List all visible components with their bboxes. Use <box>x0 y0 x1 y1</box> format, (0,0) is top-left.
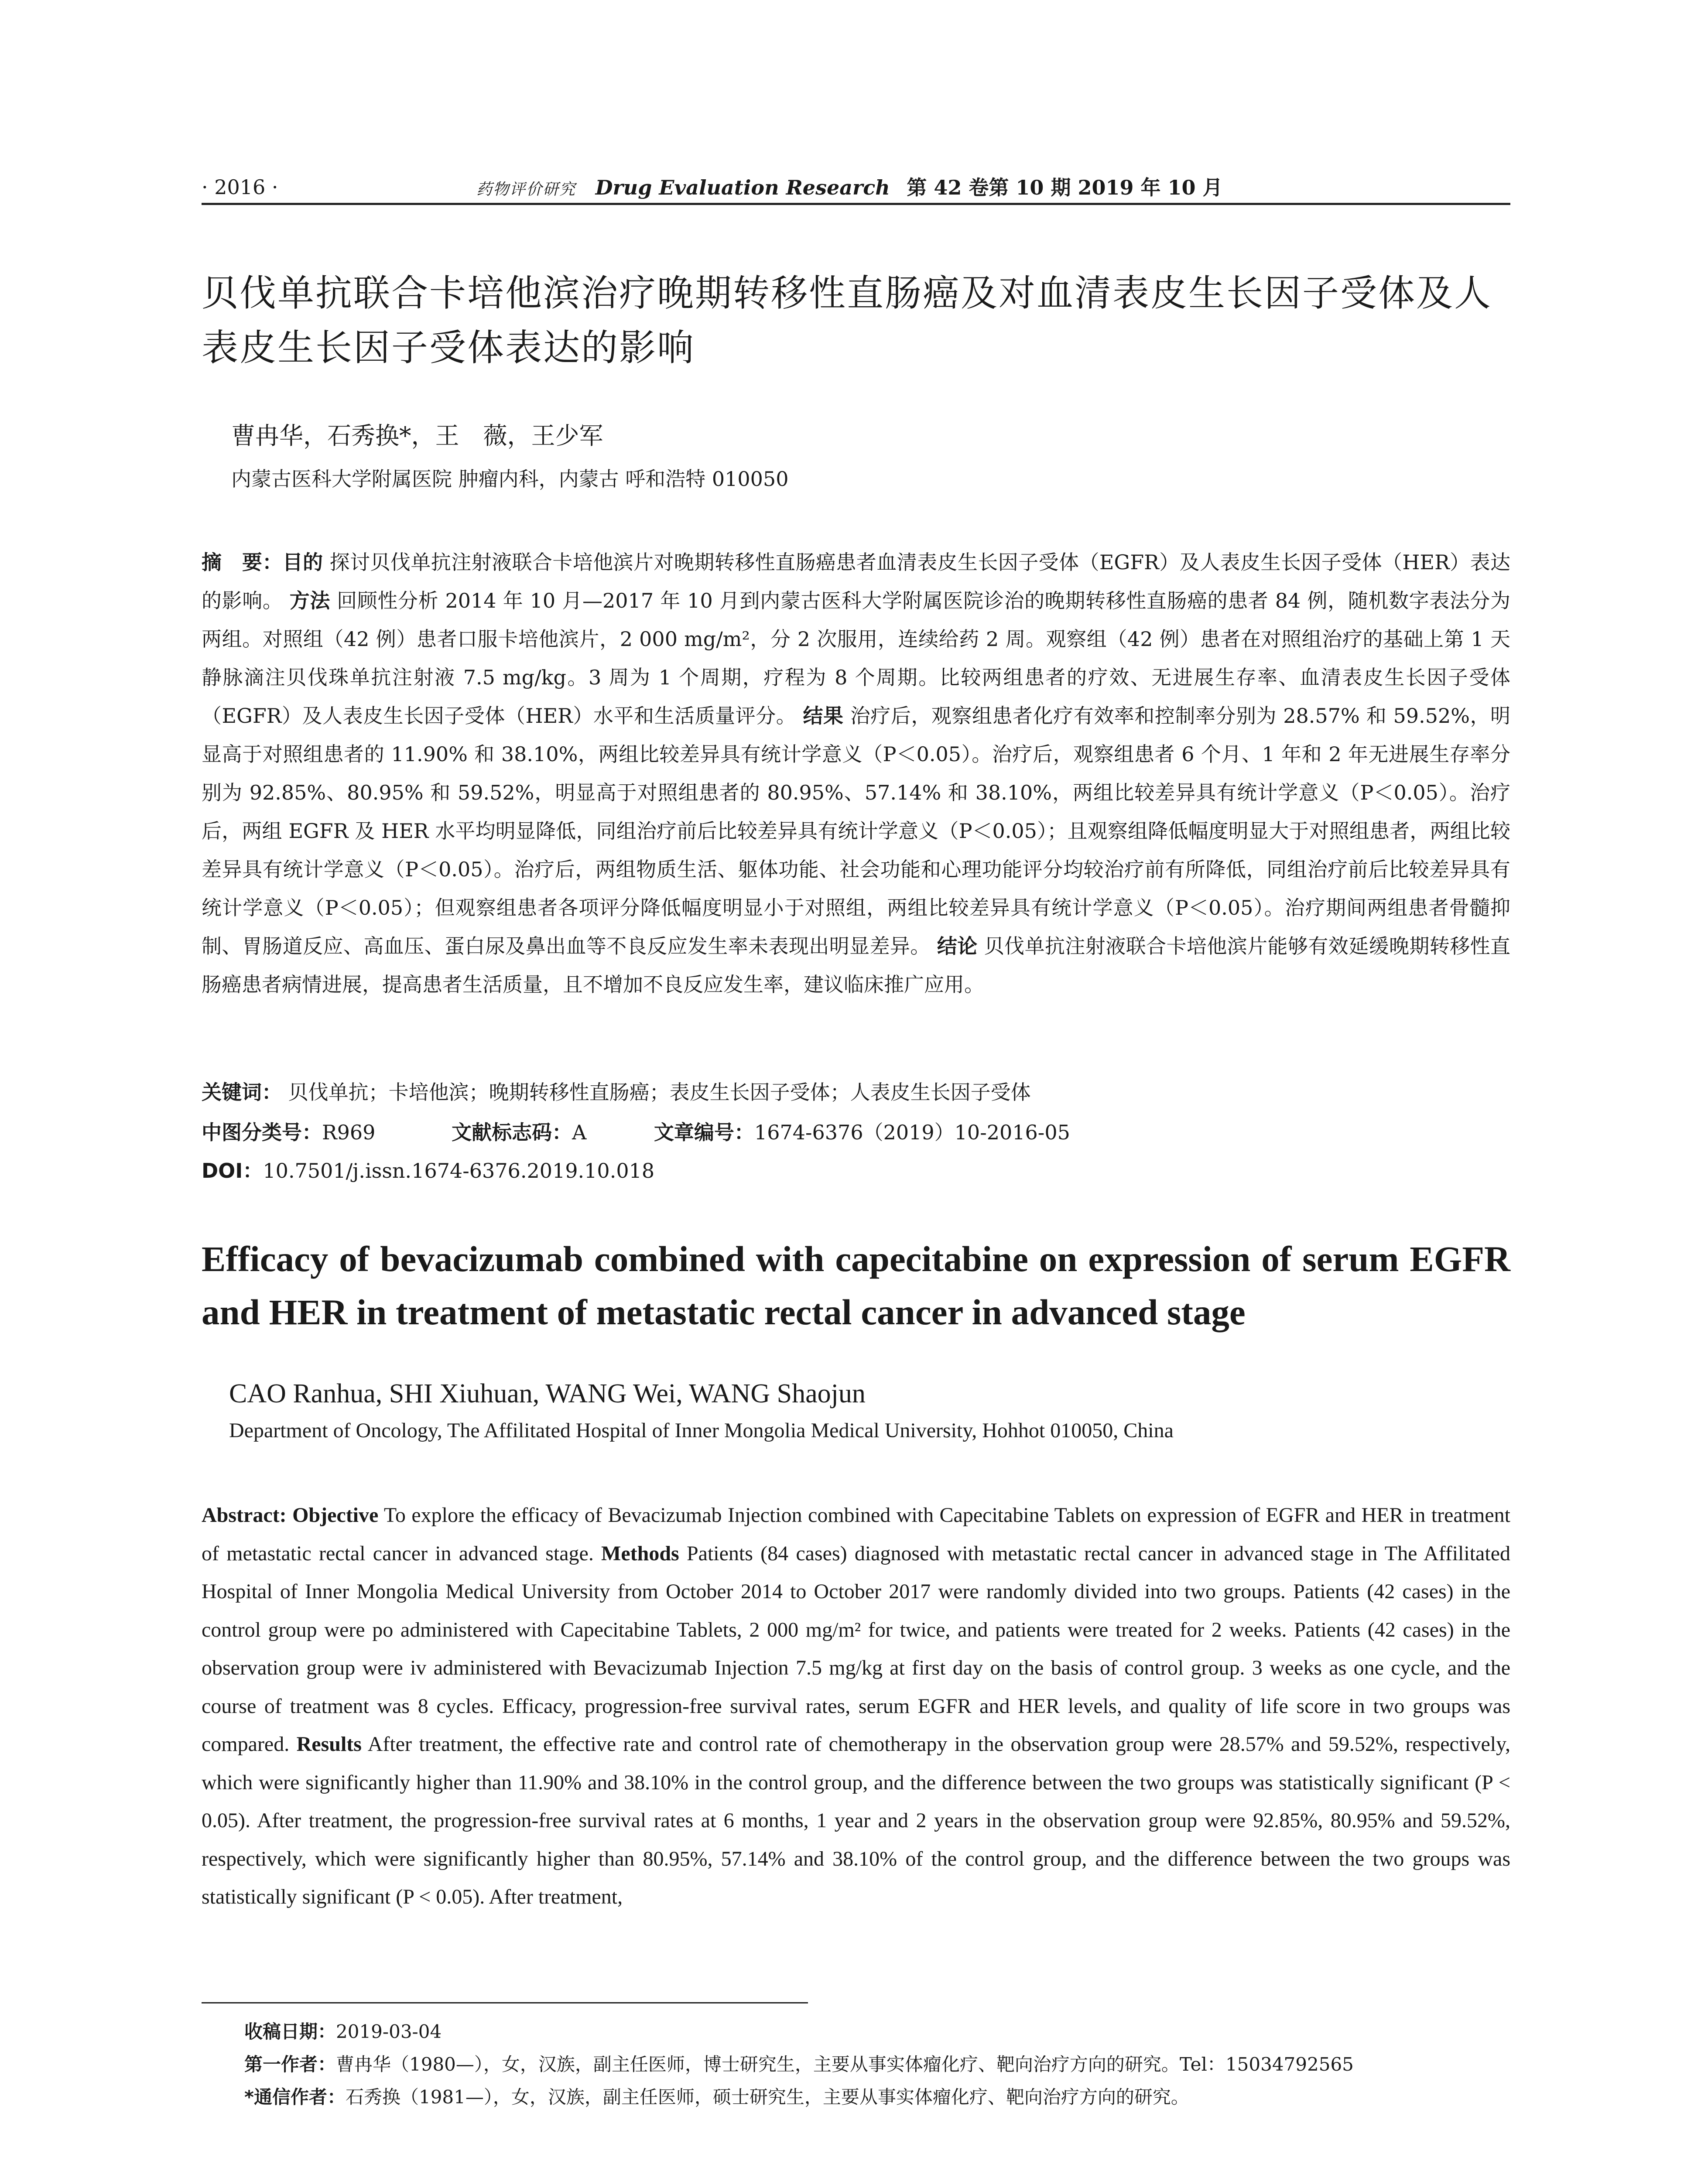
cn-methods-text: 回顾性分析 2014 年 10 月—2017 年 10 月到内蒙古医科大学附属医院诊治的晚期转移性直肠癌的患者 84 例，随机数字表法分为两组。对照组（42 例）患者口服卡培他滨片，2 000 mg/m²，分 2 次服用，连续给药 2 周。观察组（42 例）患者在对照组治疗的基础上第 1 天静脉滴注贝伐珠单抗注射液 7.5 mg/kg。3 周为 1 个周期，疗程为 8 个周期。比较两组患者的疗效、无进展生存率、血清表皮生长因子受体（EGFR）及人表皮生长因子受体（HER）水平和生活质量评分。 <box>202 589 1511 728</box>
clc-label: 中图分类号： <box>202 1121 322 1144</box>
cn-abstract <box>202 543 1510 1004</box>
corresponding-text: 石秀换（1981—），女，汉族，副主任医师，硕士研究生，主要从事实体瘤化疗、靶向治疗方向的研究。 <box>345 2086 1189 2108</box>
cn-classification <box>202 1117 1510 1145</box>
footnote-received <box>244 2017 1509 2044</box>
cn-doi <box>202 1155 1510 1184</box>
cn-methods-label: 方法 <box>289 589 330 612</box>
journal-info <box>476 172 1223 201</box>
cn-objective-text: 探讨贝伐单抗注射液联合卡培他滨片对晚期转移性直肠癌患者血清表皮生长因子受体（EGFR）及人表皮生长因子受体（HER）表达的影响。 <box>202 550 1511 612</box>
cn-conclusion-text: 贝伐单抗注射液联合卡培他滨片能够有效延缓晚期转移性直肠癌患者病情进展，提高患者生活质量，且不增加不良反应发生率，建议临床推广应用。 <box>202 934 1511 996</box>
doi-label: DOI： <box>202 1159 263 1183</box>
footnote-corresponding <box>244 2083 1509 2109</box>
clc-value: R969 <box>322 1121 376 1144</box>
en-results-text: After treatment, the effective rate and control rate of chemotherapy in the observation group were 28.57% and 59.52%, respectively, which were significantly higher than 11.90% and 38.10% in the control group, and the difference between the two groups was statistically significant (P < 0.05). After treatment, the progression-free survival rates at 6 months, 1 year and 2 years in the observation group were 92.85%, 80.95% and 59.52%, respectively, which were significantly higher than 80.95%, 57.14% and 38.10% of the control group, and the difference between the two groups was statistically significant (P < 0.05). After treatment, <box>202 1733 1511 1908</box>
running-header <box>202 168 1510 202</box>
doi-value: 10.7501/j.issn.1674-6376.2019.10.018 <box>263 1159 655 1183</box>
article-id-value: 1674-6376（2019）10-2016-05 <box>754 1121 1070 1144</box>
received-label: 收稿日期： <box>244 2021 336 2042</box>
cn-results-text: 治疗后，观察组患者化疗有效率和控制率分别为 28.57% 和 59.52%，明显高于对照组患者的 11.90% 和 38.10%，两组比较差异具有统计学意义（P＜0.05）。治疗后，观察组患者 6 个月、1 年和 2 年无进展生存率分别为 92.85%、80.95% 和 59.52%，明显高于对照组患者的 80.95%、57.14% 和 38.10%，两组比较差异具有统计学意义（P＜0.05）。治疗后，两组 EGFR 及 HER 水平均明显降低，同组治疗前后比较差异具有统计学意义（P＜0.05）；且观察组降低幅度明显大于对照组患者，两组比较差异具有统计学意义（P＜0.05）。治疗后，两组物质生活、躯体功能、社会功能和心理功能评分均较治疗前有所降低，同组治疗前后比较差异具有统计学意义（P＜0.05）；但观察组患者各项评分降低幅度明显小于对照组，两组比较差异具有统计学意义（P＜0.05）。治疗期间两组患者骨髓抑制、胃肠道反应、高血压、蛋白尿及鼻出血等不良反应发生率未表现出明显差异。 <box>202 704 1511 958</box>
en-results-label: Results <box>296 1733 362 1756</box>
en-affiliation: Department of Oncology, The Affilitated Hospital of Inner Mongolia Medical University, Hohhot 010050, China <box>229 1419 1174 1442</box>
article-id-label: 文章编号： <box>654 1121 754 1144</box>
en-abstract-label: Abstract: <box>202 1504 287 1527</box>
cn-conclusion-label: 结论 <box>937 934 978 958</box>
received-date: 2019-03-04 <box>336 2021 442 2042</box>
footnote-first-author <box>244 2050 1509 2076</box>
cn-keywords <box>202 1077 1510 1105</box>
first-author-label: 第一作者： <box>244 2054 336 2075</box>
doc-code-value: A <box>572 1121 587 1144</box>
cn-results-label: 结果 <box>803 704 844 728</box>
page-number: · 2016 · <box>202 175 278 199</box>
footnote-rule <box>202 2002 808 2003</box>
corresponding-label: *通信作者： <box>244 2086 346 2108</box>
en-abstract <box>202 1496 1510 1916</box>
en-objective-text: To explore the efficacy of Bevacizumab Injection combined with Capecitabine Tablets on expression of EGFR and HER in treatment of metastatic rectal cancer in advanced stage. <box>202 1504 1511 1565</box>
issue-info: 第 42 卷第 10 期 2019 年 10 月 <box>907 176 1223 199</box>
cn-affiliation: 内蒙古医科大学附属医院 肿瘤内科，内蒙古 呼和浩特 010050 <box>231 467 789 491</box>
en-methods-label: Methods <box>601 1542 679 1565</box>
en-objective-label: Objective <box>292 1504 379 1527</box>
en-authors: CAO Ranhua, SHI Xiuhuan, WANG Wei, WANG Shaojun <box>229 1379 866 1408</box>
en-methods-text: Patients (84 cases) diagnosed with metastatic rectal cancer in advanced stage in The Affilitated Hospital of Inner Mongolia Medical University from October 2014 to October 2017 were randomly divided into two groups. Patients (42 cases) in the control group were po administered with Capecitabine Tablets, 2 000 mg/m² for twice, and patients were treated for 2 weeks. Patients (42 cases) in the observation group were iv administered with Bevacizumab Injection 7.5 mg/kg at first day on the basis of control group. 3 weeks as one cycle, and the course of treatment was 8 cycles. Efficacy, progression-free survival rates, serum EGFR and HER levels, and quality of life score in two groups was compared. <box>202 1542 1510 1756</box>
cn-title: 贝伐单抗联合卡培他滨治疗晚期转移性直肠癌及对血清表皮生长因子受体及人表皮生长因子受体表达的影响 <box>202 272 1492 369</box>
keywords-text: 贝伐单抗；卡培他滨；晚期转移性直肠癌；表皮生长因子受体；人表皮生长因子受体 <box>288 1080 1031 1104</box>
en-title: Efficacy of bevacizumab combined with capecitabine on expression of serum EGFR and HER in treatment of metastatic rectal cancer in advanced stage <box>202 1239 1510 1332</box>
journal-name: Drug Evaluation Research <box>595 176 890 199</box>
doc-code-label: 文献标志码： <box>452 1121 572 1144</box>
keywords-label: 关键词： <box>202 1080 282 1104</box>
journal-logo: 药物评价研究 <box>476 181 576 198</box>
header-rule <box>202 203 1510 205</box>
first-author-text: 曹冉华（1980—），女，汉族，副主任医师，博士研究生，主要从事实体瘤化疗、靶向治疗方向的研究。Tel：15034792565 <box>336 2054 1354 2075</box>
cn-objective-label: 目的 <box>282 550 323 574</box>
cn-authors: 曹冉华，石秀换*，王 薇，王少军 <box>231 422 603 450</box>
cn-abstract-label: 摘 要： <box>202 550 283 574</box>
